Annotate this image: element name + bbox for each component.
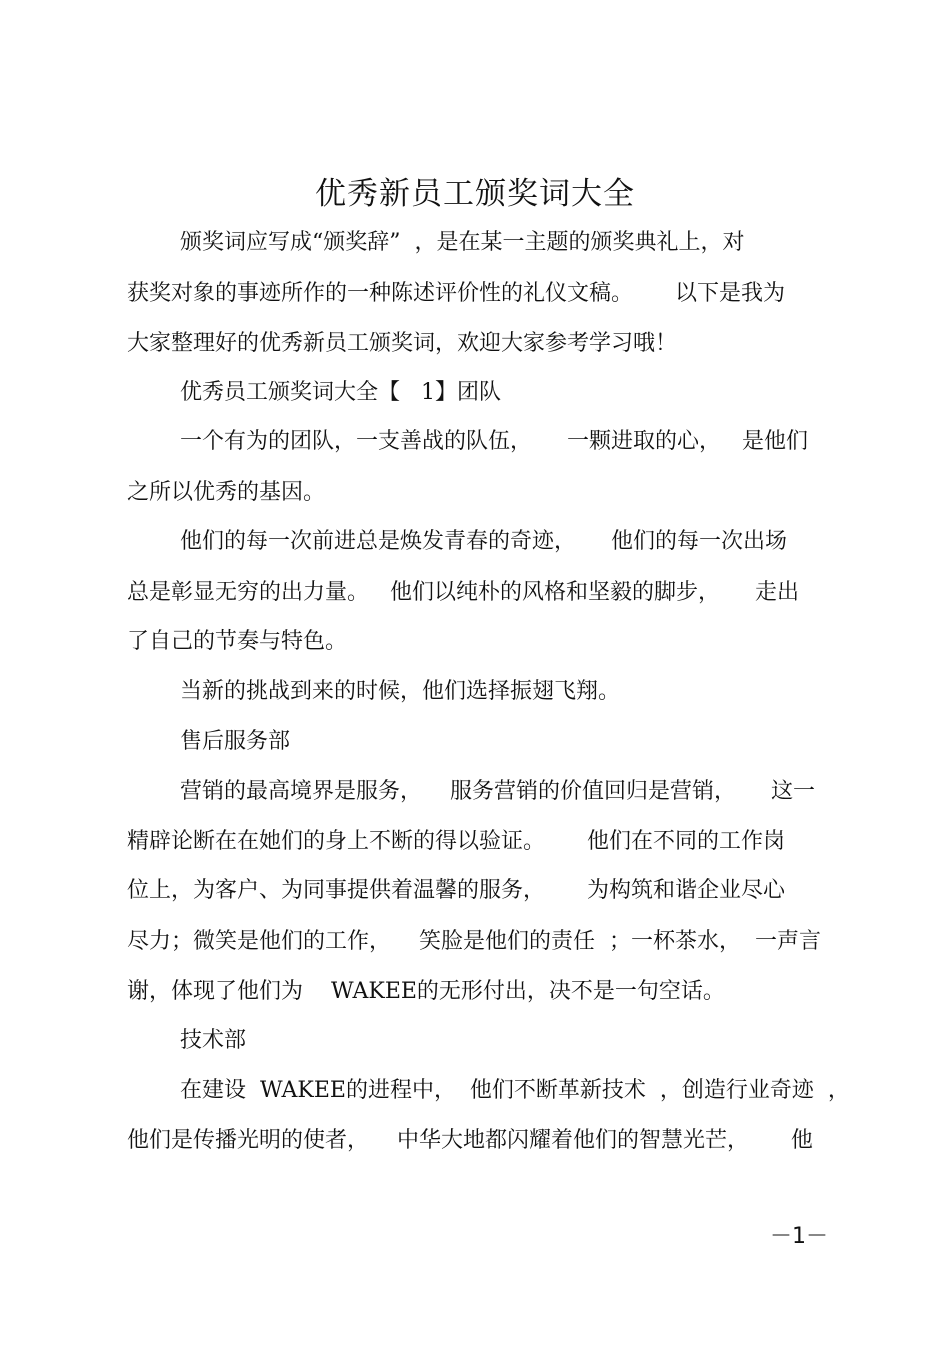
body-line: 精辟论断在在她们的身上不断的得以验证。 他们在不同的工作岗 xyxy=(127,829,785,854)
section-heading: 售后服务部 xyxy=(180,729,291,754)
body-line: 尽力；微笑是他们的工作， 笑脸是他们的责任 ；一杯茶水， 一声言 xyxy=(127,929,821,954)
body-line: 颁奖词应写成“颁奖辞” ，是在某一主题的颁奖典礼上，对 xyxy=(180,230,745,255)
body-line: 谢，体现了他们为 WAKEE的无形付出，决不是一句空话。 xyxy=(127,979,725,1004)
body-line: 当新的挑战到来的时候，他们选择振翅飞翔。 xyxy=(180,679,621,704)
body-line: 他们是传播光明的使者， 中华大地都闪耀着他们的智慧光芒， 他 xyxy=(127,1128,813,1153)
body-line: 营销的最高境界是服务， 服务营销的价值回归是营销， 这一 xyxy=(180,779,815,804)
body-line: 大家整理好的优秀新员工颁奖词，欢迎大家参考学习哦！ xyxy=(127,331,678,356)
page-number: －1－ xyxy=(770,1224,828,1249)
document-title: 优秀新员工颁奖词大全 xyxy=(315,176,635,212)
body-line: 一个有为的团队，一支善战的队伍， 一颗进取的心， 是他们 xyxy=(180,429,808,454)
body-line: 他们的每一次前进总是焕发青春的奇迹， 他们的每一次出场 xyxy=(180,529,787,554)
body-line: 获奖对象的事迹所作的一种陈述评价性的礼仪文稿。 以下是我为 xyxy=(127,281,785,306)
body-line: 总是彰显无穷的出力量。 他们以纯朴的风格和坚毅的脚步， 走出 xyxy=(127,580,799,605)
section-heading: 技术部 xyxy=(180,1028,247,1053)
section-heading: 优秀员工颁奖词大全【 1】团队 xyxy=(180,380,501,405)
body-line: 位上，为客户、为同事提供着温馨的服务， 为构筑和谐企业尽心 xyxy=(127,878,785,903)
body-line: 之所以优秀的基因。 xyxy=(127,480,326,505)
body-line: 了自己的节奏与特色。 xyxy=(127,629,348,654)
body-line: 在建设 WAKEE的进程中， 他们不断革新技术 ，创造行业奇迹 ， xyxy=(180,1078,850,1103)
